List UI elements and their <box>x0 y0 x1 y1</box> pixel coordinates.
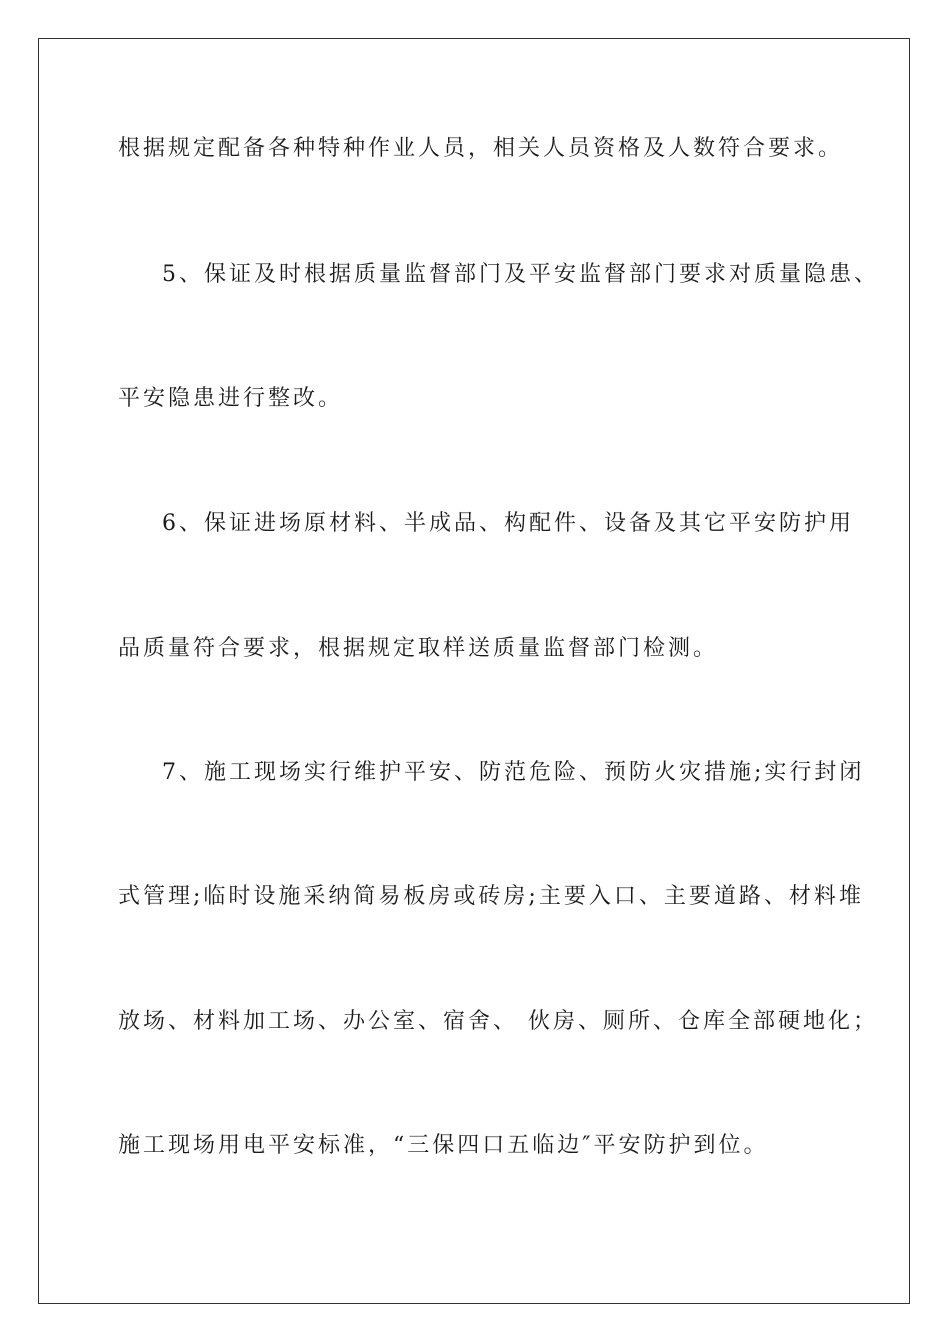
paragraph-line-9: 施工现场用电平安标准，“三保四口五临边″平安防护到位。 <box>118 1133 769 1158</box>
paragraph-line-8: 放场、材料加工场、办公室、宿舍、 伙房、厕所、仓库全部硬地化； <box>118 1009 878 1034</box>
paragraph-line-6: 7、施工现场实行维护平安、防范危险、预防火灾措施;实行封闭 <box>162 760 865 785</box>
paragraph-line-5: 品质量符合要求，根据规定取样送质量监督部门检测。 <box>118 636 719 661</box>
paragraph-line-1: 根据规定配备各种特种作业人员，相关人员资格及人数符合要求。 <box>118 136 844 161</box>
paragraph-line-2: 5、保证及时根据质量监督部门及平安监督部门要求对质量隐患、 <box>162 262 879 287</box>
paragraph-line-4: 6、保证进场原材料、半成品、构配件、设备及其它平安防护用 <box>162 511 854 536</box>
page-border <box>38 38 910 1304</box>
paragraph-line-7: 式管理;临时设施采纳简易板房或砖房;主要入口、主要道路、材料堆 <box>118 884 864 909</box>
paragraph-line-3: 平安隐患进行整改。 <box>118 386 344 411</box>
